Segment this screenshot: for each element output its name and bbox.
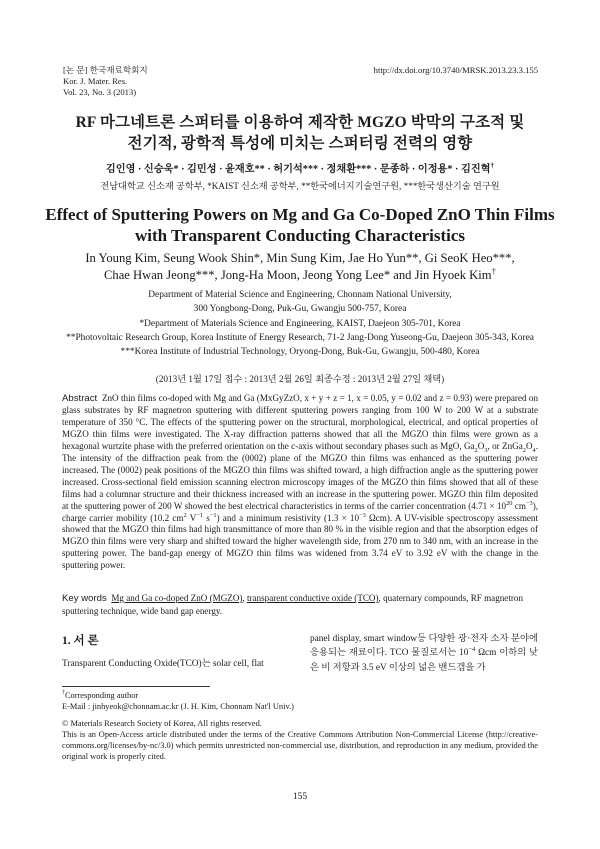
corresponding-author-note: Corresponding author — [64, 691, 139, 700]
body-right-column — [310, 632, 538, 675]
corresponding-mark-en: † — [491, 265, 496, 276]
abstract-text: V — [186, 512, 197, 523]
license-notice: This is an Open-Access article distributed under the terms of the Creative Commons Attribution Non-Commercial License (http://creative-commons.org/licenses/by-nc/3.0) which permits unrestricted non-commercial use, distribution, and reproduction in any medium, provided the original work is properly cited. — [62, 730, 538, 761]
keywords-label: Key words — [62, 593, 107, 604]
english-authors-line-2: Chae Hwan Jeong***, Jong-Ha Moon, Jeong Yong Lee* and Jin Hyoek Kim — [104, 268, 492, 282]
abstract-text: . The intensity of the diffraction peak from the (0002) plane of the MGZO thin films was enhanced as the sputtering power increased. The (0002) peak positions of the MGZO thin films was shifted toward, a high diffraction angle as the sputtering power increased. Cross-sectional field emission scanning electron microscopy images of the MGZO thin films showed that all of these films had a columnar structure and their thickness increased with an increase in the sputtering power. MGZO thin film deposited at the sputtering power of 200 W showed the best electrical characteristics in terms of the carrier concentration (4.71 × 10 — [62, 440, 538, 511]
korean-title-line-1: RF 마그네트론 스퍼터를 이용하여 제작한 MGZO 박막의 구조적 및 — [75, 114, 525, 131]
abstract-text: s — [203, 512, 210, 523]
superscript: −1 — [196, 511, 204, 519]
author-email: E-Mail : jinhyeok@chonnam.ac.kr (J. H. Kim, Chonnam Nat'l Univ.) — [62, 701, 294, 711]
superscript: −3 — [525, 499, 533, 507]
keywords — [62, 592, 538, 617]
page-number: 155 — [292, 792, 308, 802]
received-dates: (2013년 1월 17일 접수 : 2013년 2월 26일 최종수정 : 2013년 2월 27일 채택) — [155, 374, 445, 384]
superscript: 2 — [183, 511, 187, 519]
korean-authors — [40, 160, 560, 175]
journal-name-ko: [논 문] 한국재료학회지 — [63, 65, 148, 75]
footnote — [62, 691, 538, 762]
copyright-notice: © Materials Research Society of Korea, All rights reserved. — [62, 719, 262, 729]
body-text: Ωcm 이하의 낮은 비 저항과 3.5 eV 이상의 넓은 밴드갭을 가 — [310, 648, 538, 673]
english-title-line-1: Effect of Sputtering Powers on Mg and Ga Co-Doped ZnO Thin Films — [45, 205, 555, 224]
journal-header — [63, 65, 148, 98]
abstract-text: O — [525, 440, 533, 451]
korean-title-line-2: 전기적, 광학적 특성에 미치는 스퍼터링 전력의 영향 — [127, 135, 473, 152]
keyword-link[interactable]: Mg and Ga co-doped ZnO (MGZO) — [111, 593, 243, 603]
abstract — [62, 393, 538, 572]
subscript: 3 — [484, 446, 488, 454]
superscript: 20 — [506, 499, 513, 507]
english-title — [30, 204, 570, 246]
english-authors-line-1: In Young Kim, Seung Wook Shin*, Min Sung Kim, Jae Ho Yun**, Gi SeoK Heo***, — [85, 251, 515, 265]
affiliation-line: ***Korea Institute of Industrial Technology, Oryong-Dong, Buk-Gu, Gwangju, 500-480, Korea — [120, 347, 480, 358]
corresponding-mark: † — [490, 161, 495, 170]
abstract-text: cm — [512, 500, 526, 511]
english-affiliations — [30, 288, 570, 359]
keyword-separator: , — [242, 593, 247, 603]
abstract-text: Ωcm). A UV-visible spectroscopy assessment showed that the MGZO thin films had high transmittance of more than 80 % in the visible region and that the absorption edges of MGZO thin films were very sharp and shifted toward the higher wavelength side, from 270 nm to 340 nm, with an increase in the sputtering power. The band-gap energy of MGZO thin films was widened from 3.74 eV to 3.92 eV with the change in the sputtering power. — [62, 512, 539, 571]
superscript: −3 — [359, 511, 366, 519]
subscript: 4 — [532, 446, 536, 454]
english-authors — [40, 250, 560, 284]
korean-author-list: 김인영 · 신승욱* · 김민성 · 윤재호** · 허기석*** · 정채환*** · 문종하 · 이정용* · 김진혁 — [105, 164, 491, 175]
footnote-mark: † — [62, 690, 65, 697]
abstract-text: ) and a minimum resistivity (1.3 × 10 — [216, 512, 360, 523]
affiliation-line: Department of Material Science and Engineering, Chonnam National University, — [148, 290, 452, 300]
footnote-divider — [62, 686, 210, 687]
abstract-text: , or ZnGa — [487, 440, 523, 451]
abstract-text: ZnO thin films co-doped with Mg and Ga (MxGyZzO, x + y + z = 1, x = 0.05, y = 0.02 and z = 0.93) were prepared on glass substrates by RF magnetron sputtering with different sputtering powers ranging from 100 W to 200 W at a substrate temperature of 350 °C. The effects of the sputtering power on the structural, morphological, electrical, and optical properties of MGZO thin films were investigated. The X-ray diffraction patterns showed that all the MGZO thin films were grown as a hexagonal wurtzite phase with the preferred orientation on the c-axis without secondary phases such as MgO, Ga — [62, 393, 538, 451]
section-heading: 1. 서 론 — [62, 635, 99, 647]
body-left-column: Transparent Conducting Oxide(TCO)는 solar cell, flat — [62, 659, 264, 669]
abstract-label: Abstract — [62, 393, 98, 404]
affiliation-line: **Photovoltaic Research Group, Korea Institute of Energy Research, 71-2 Jang-Dong Yuseong-Gu, Daejeon 305-343, Korea — [66, 332, 534, 343]
korean-affiliations: 전남대학교 신소재 공학부, *KAIST 신소재 공학부, **한국에너지기술연구원, ***한국생산기술 연구원 — [100, 181, 500, 191]
korean-title — [40, 112, 560, 154]
abstract-text: O — [477, 440, 485, 451]
affiliation-line: 300 Yongbong-Dong, Puk-Gu, Gwangju 500-757, Korea — [193, 304, 407, 315]
journal-volume: Vol. 23, No. 3 (2013) — [63, 87, 137, 97]
subscript: 2 — [474, 446, 478, 454]
superscript: −4 — [468, 646, 476, 654]
keyword-link[interactable]: transparent conductive oxide (TCO) — [246, 593, 379, 603]
doi-link[interactable]: http://dx.doi.org/10.3740/MRSK.2013.23.3.155 — [373, 65, 538, 75]
keyword-list: , quaternary compounds, RF magnetron sputtering technique, wide band gap energy. — [62, 593, 523, 616]
affiliation-line: *Department of Materials Science and Engineering, KAIST, Daejeon 305-701, Korea — [139, 318, 461, 329]
abstract-text: ), charge carrier mobility (10.2 cm — [62, 500, 538, 523]
superscript: −1 — [209, 511, 217, 519]
journal-name-en: Kor. J. Mater. Res. — [63, 76, 128, 86]
english-title-line-2: with Transparent Conducting Characteristics — [134, 226, 466, 245]
subscript: 2 — [522, 446, 526, 454]
body-text: panel display, smart window등 다양한 광·전자 소자 분야에 응용되는 재료이다. TCO 물질로서는 10 — [310, 634, 538, 659]
